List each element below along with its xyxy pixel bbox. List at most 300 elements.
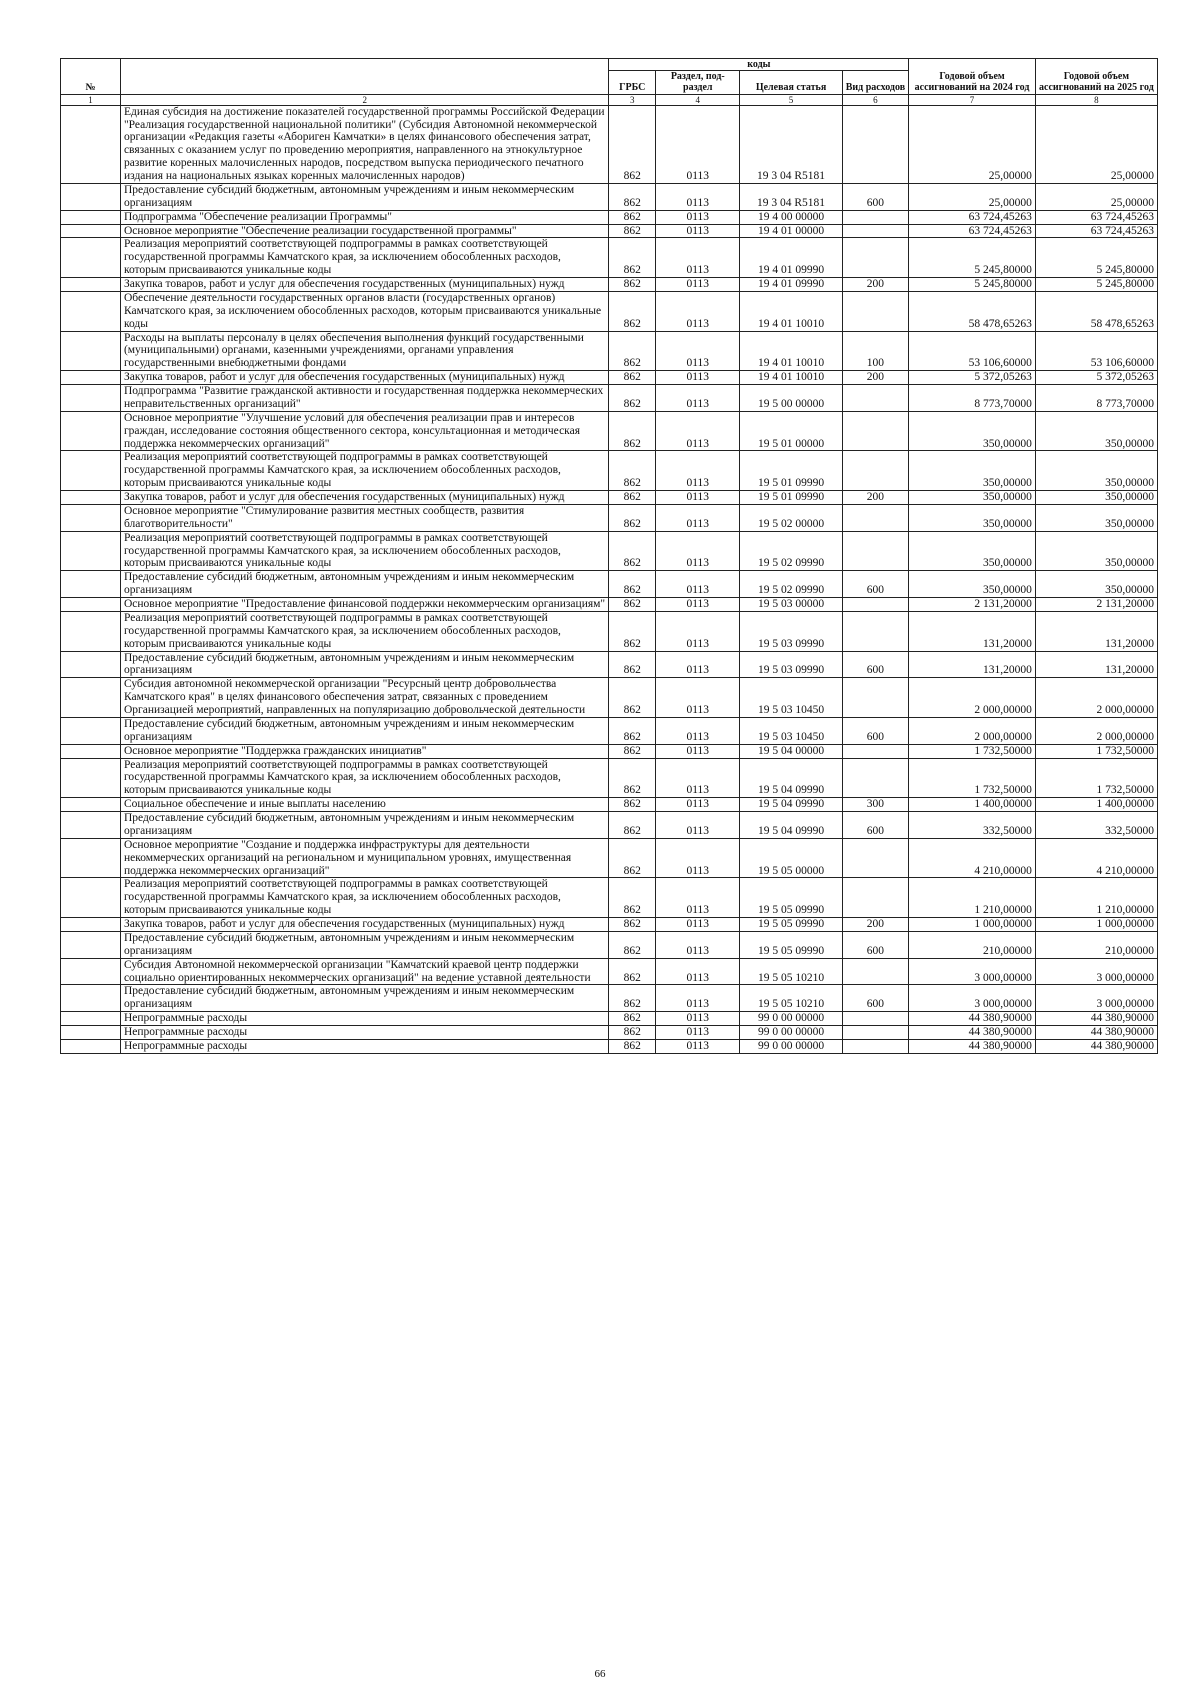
header-no: № <box>61 59 121 95</box>
kind-cell <box>842 1039 909 1053</box>
row-number-cell <box>61 838 121 878</box>
table-row <box>61 758 1158 798</box>
colnum: 6 <box>842 94 909 105</box>
section-cell: 0113 <box>656 278 740 292</box>
row-number-cell <box>61 878 121 918</box>
row-name-cell: Реализация мероприятий соответствующей подпрограммы в рамках соответствующей государственной программы Камчатского края, за исключением обособленных расходов, которым присваиваются уникальные коды <box>120 878 609 918</box>
row-name-cell: Непрограммные расходы <box>120 1039 609 1053</box>
section-cell: 0113 <box>656 531 740 571</box>
grbs-cell: 862 <box>609 918 656 932</box>
amount-2024-cell: 8 773,70000 <box>909 385 1036 412</box>
grbs-cell: 862 <box>609 291 656 331</box>
kind-cell <box>842 531 909 571</box>
amount-2025-cell: 2 000,00000 <box>1035 717 1157 744</box>
header-target: Целевая статья <box>740 71 842 94</box>
target-cell: 99 0 00 00000 <box>740 1012 842 1026</box>
table-row <box>61 224 1158 238</box>
table-row <box>61 571 1158 598</box>
table-row <box>61 611 1158 651</box>
row-name-cell: Закупка товаров, работ и услуг для обеспечения государственных (муниципальных) нужд <box>120 278 609 292</box>
target-cell: 19 5 03 09990 <box>740 651 842 678</box>
target-cell: 19 5 03 09990 <box>740 611 842 651</box>
amount-2024-cell: 332,50000 <box>909 812 1036 839</box>
kind-cell: 600 <box>842 717 909 744</box>
row-number-cell <box>61 651 121 678</box>
kind-cell: 600 <box>842 183 909 210</box>
row-name-cell: Предоставление субсидий бюджетным, автономным учреждениям и иным некоммерческим организациям <box>120 717 609 744</box>
section-cell: 0113 <box>656 985 740 1012</box>
grbs-cell: 862 <box>609 331 656 371</box>
amount-2025-cell: 44 380,90000 <box>1035 1026 1157 1040</box>
kind-cell: 200 <box>842 491 909 505</box>
section-cell: 0113 <box>656 958 740 985</box>
budget-sheet <box>60 58 1158 1054</box>
amount-2025-cell: 1 732,50000 <box>1035 744 1157 758</box>
amount-2024-cell: 44 380,90000 <box>909 1026 1036 1040</box>
table-row <box>61 238 1158 278</box>
row-number-cell <box>61 224 121 238</box>
kind-cell <box>842 224 909 238</box>
section-cell: 0113 <box>656 838 740 878</box>
row-name-cell: Предоставление субсидий бюджетным, автономным учреждениям и иным некоммерческим организациям <box>120 931 609 958</box>
grbs-cell: 862 <box>609 985 656 1012</box>
kind-cell <box>842 411 909 451</box>
section-cell: 0113 <box>656 504 740 531</box>
target-cell: 19 4 01 10010 <box>740 291 842 331</box>
row-number-cell <box>61 411 121 451</box>
row-name-cell: Основное мероприятие "Поддержка гражданских инициатив" <box>120 744 609 758</box>
row-name-cell: Реализация мероприятий соответствующей подпрограммы в рамках соответствующей государственной программы Камчатского края, за исключением обособленных расходов, которым присваиваются уникальные коды <box>120 611 609 651</box>
kind-cell <box>842 878 909 918</box>
colnum: 2 <box>120 94 609 105</box>
row-name-cell: Предоставление субсидий бюджетным, автономным учреждениям и иным некоммерческим организациям <box>120 183 609 210</box>
grbs-cell: 862 <box>609 1039 656 1053</box>
grbs-cell: 862 <box>609 678 656 718</box>
amount-2024-cell: 131,20000 <box>909 611 1036 651</box>
amount-2024-cell: 44 380,90000 <box>909 1012 1036 1026</box>
table-row <box>61 878 1158 918</box>
table-row <box>61 278 1158 292</box>
table-row <box>61 651 1158 678</box>
row-number-cell <box>61 1026 121 1040</box>
target-cell: 19 5 05 09990 <box>740 918 842 932</box>
amount-2024-cell: 350,00000 <box>909 451 1036 491</box>
row-name-cell: Предоставление субсидий бюджетным, автономным учреждениям и иным некоммерческим организациям <box>120 985 609 1012</box>
section-cell: 0113 <box>656 385 740 412</box>
amount-2025-cell: 25,00000 <box>1035 183 1157 210</box>
row-name-cell: Предоставление субсидий бюджетным, автономным учреждениям и иным некоммерческим организациям <box>120 812 609 839</box>
section-cell: 0113 <box>656 371 740 385</box>
grbs-cell: 862 <box>609 717 656 744</box>
target-cell: 19 5 03 10450 <box>740 717 842 744</box>
section-cell: 0113 <box>656 758 740 798</box>
row-number-cell <box>61 491 121 505</box>
section-cell: 0113 <box>656 1039 740 1053</box>
amount-2024-cell: 1 732,50000 <box>909 744 1036 758</box>
amount-2025-cell: 332,50000 <box>1035 812 1157 839</box>
kind-cell <box>842 504 909 531</box>
table-row <box>61 598 1158 612</box>
header-2025: Годовой объем ассигнований на 2025 год <box>1035 59 1157 95</box>
table-row <box>61 744 1158 758</box>
section-cell: 0113 <box>656 812 740 839</box>
amount-2024-cell: 1 400,00000 <box>909 798 1036 812</box>
grbs-cell: 862 <box>609 105 656 183</box>
section-cell: 0113 <box>656 210 740 224</box>
grbs-cell: 862 <box>609 571 656 598</box>
section-cell: 0113 <box>656 1026 740 1040</box>
grbs-cell: 862 <box>609 758 656 798</box>
row-number-cell <box>61 238 121 278</box>
grbs-cell: 862 <box>609 224 656 238</box>
kind-cell: 200 <box>842 371 909 385</box>
amount-2025-cell: 63 724,45263 <box>1035 224 1157 238</box>
row-name-cell: Основное мероприятие "Создание и поддержка инфраструктуры для деятельности некоммерческих организаций на региональном и муниципальном уровнях, имущественная поддержка некоммерческих организаций" <box>120 838 609 878</box>
amount-2025-cell: 44 380,90000 <box>1035 1039 1157 1053</box>
amount-2025-cell: 58 478,65263 <box>1035 291 1157 331</box>
kind-cell <box>842 678 909 718</box>
section-cell: 0113 <box>656 105 740 183</box>
table-row <box>61 371 1158 385</box>
target-cell: 19 5 05 09990 <box>740 878 842 918</box>
row-name-cell: Расходы на выплаты персоналу в целях обеспечения выполнения функций государственными (муниципальными) органами, казенными учреждениями, органами управления государственными внебюджетными фондами <box>120 331 609 371</box>
grbs-cell: 862 <box>609 1012 656 1026</box>
header-name <box>120 59 609 95</box>
kind-cell <box>842 758 909 798</box>
grbs-cell: 862 <box>609 812 656 839</box>
grbs-cell: 862 <box>609 651 656 678</box>
section-cell: 0113 <box>656 183 740 210</box>
row-name-cell: Социальное обеспечение и иные выплаты населению <box>120 798 609 812</box>
amount-2024-cell: 4 210,00000 <box>909 838 1036 878</box>
amount-2025-cell: 2 131,20000 <box>1035 598 1157 612</box>
row-name-cell: Основное мероприятие "Улучшение условий для обеспечения реализации прав и интересов граждан, исследование состояния общественного сектора, консультационная и методическая поддержка некоммерческих организаций" <box>120 411 609 451</box>
amount-2024-cell: 2 000,00000 <box>909 717 1036 744</box>
table-row <box>61 678 1158 718</box>
column-numbers-row <box>61 94 1158 105</box>
grbs-cell: 862 <box>609 598 656 612</box>
row-number-cell <box>61 371 121 385</box>
target-cell: 19 4 01 00000 <box>740 224 842 238</box>
row-number-cell <box>61 571 121 598</box>
table-row <box>61 931 1158 958</box>
kind-cell: 100 <box>842 331 909 371</box>
kind-cell: 600 <box>842 985 909 1012</box>
table-row <box>61 451 1158 491</box>
row-name-cell: Предоставление субсидий бюджетным, автономным учреждениям и иным некоммерческим организациям <box>120 571 609 598</box>
target-cell: 99 0 00 00000 <box>740 1039 842 1053</box>
kind-cell <box>842 1026 909 1040</box>
row-name-cell: Реализация мероприятий соответствующей подпрограммы в рамках соответствующей государственной программы Камчатского края, за исключением обособленных расходов, которым присваиваются уникальные коды <box>120 238 609 278</box>
amount-2024-cell: 63 724,45263 <box>909 224 1036 238</box>
amount-2024-cell: 3 000,00000 <box>909 958 1036 985</box>
grbs-cell: 862 <box>609 411 656 451</box>
amount-2025-cell: 350,00000 <box>1035 411 1157 451</box>
table-row <box>61 918 1158 932</box>
target-cell: 19 4 00 00000 <box>740 210 842 224</box>
amount-2025-cell: 210,00000 <box>1035 931 1157 958</box>
section-cell: 0113 <box>656 598 740 612</box>
amount-2024-cell: 5 372,05263 <box>909 371 1036 385</box>
section-cell: 0113 <box>656 678 740 718</box>
row-number-cell <box>61 531 121 571</box>
target-cell: 19 5 02 09990 <box>740 571 842 598</box>
row-number-cell <box>61 451 121 491</box>
grbs-cell: 862 <box>609 958 656 985</box>
section-cell: 0113 <box>656 1012 740 1026</box>
amount-2024-cell: 2 131,20000 <box>909 598 1036 612</box>
row-number-cell <box>61 278 121 292</box>
target-cell: 19 5 04 09990 <box>740 798 842 812</box>
grbs-cell: 862 <box>609 210 656 224</box>
budget-table <box>60 58 1158 1054</box>
target-cell: 19 4 01 10010 <box>740 371 842 385</box>
section-cell: 0113 <box>656 931 740 958</box>
row-number-cell <box>61 385 121 412</box>
section-cell: 0113 <box>656 224 740 238</box>
amount-2025-cell: 1 210,00000 <box>1035 878 1157 918</box>
table-row <box>61 798 1158 812</box>
amount-2025-cell: 8 773,70000 <box>1035 385 1157 412</box>
table-row <box>61 291 1158 331</box>
amount-2025-cell: 350,00000 <box>1035 504 1157 531</box>
table-row <box>61 504 1158 531</box>
row-number-cell <box>61 210 121 224</box>
section-cell: 0113 <box>656 918 740 932</box>
row-name-cell: Непрограммные расходы <box>120 1026 609 1040</box>
table-row <box>61 385 1158 412</box>
colnum: 1 <box>61 94 121 105</box>
target-cell: 19 5 02 09990 <box>740 531 842 571</box>
target-cell: 19 5 00 00000 <box>740 385 842 412</box>
section-cell: 0113 <box>656 717 740 744</box>
row-number-cell <box>61 758 121 798</box>
target-cell: 19 5 05 00000 <box>740 838 842 878</box>
grbs-cell: 862 <box>609 838 656 878</box>
row-number-cell <box>61 812 121 839</box>
colnum: 4 <box>656 94 740 105</box>
kind-cell <box>842 958 909 985</box>
target-cell: 19 5 02 00000 <box>740 504 842 531</box>
row-name-cell: Реализация мероприятий соответствующей подпрограммы в рамках соответствующей государственной программы Камчатского края, за исключением обособленных расходов, которым присваиваются уникальные коды <box>120 531 609 571</box>
amount-2025-cell: 1 000,00000 <box>1035 918 1157 932</box>
section-cell: 0113 <box>656 238 740 278</box>
target-cell: 19 5 04 00000 <box>740 744 842 758</box>
table-row <box>61 1012 1158 1026</box>
row-number-cell <box>61 611 121 651</box>
row-number-cell <box>61 918 121 932</box>
section-cell: 0113 <box>656 651 740 678</box>
row-number-cell <box>61 1012 121 1026</box>
row-number-cell <box>61 105 121 183</box>
kind-cell <box>842 744 909 758</box>
kind-cell <box>842 598 909 612</box>
row-name-cell: Непрограммные расходы <box>120 1012 609 1026</box>
section-cell: 0113 <box>656 744 740 758</box>
section-cell: 0113 <box>656 798 740 812</box>
kind-cell <box>842 385 909 412</box>
amount-2025-cell: 131,20000 <box>1035 651 1157 678</box>
row-number-cell <box>61 985 121 1012</box>
grbs-cell: 862 <box>609 1026 656 1040</box>
target-cell: 19 4 01 10010 <box>740 331 842 371</box>
amount-2024-cell: 1 210,00000 <box>909 878 1036 918</box>
target-cell: 19 5 05 10210 <box>740 985 842 1012</box>
row-number-cell <box>61 183 121 210</box>
section-cell: 0113 <box>656 878 740 918</box>
row-number-cell <box>61 744 121 758</box>
table-row <box>61 105 1158 183</box>
amount-2025-cell: 5 372,05263 <box>1035 371 1157 385</box>
table-row <box>61 958 1158 985</box>
grbs-cell: 862 <box>609 931 656 958</box>
amount-2025-cell: 1 400,00000 <box>1035 798 1157 812</box>
target-cell: 19 5 03 00000 <box>740 598 842 612</box>
colnum: 3 <box>609 94 656 105</box>
amount-2024-cell: 5 245,80000 <box>909 278 1036 292</box>
amount-2024-cell: 1 732,50000 <box>909 758 1036 798</box>
amount-2024-cell: 44 380,90000 <box>909 1039 1036 1053</box>
grbs-cell: 862 <box>609 531 656 571</box>
amount-2024-cell: 131,20000 <box>909 651 1036 678</box>
row-number-cell <box>61 798 121 812</box>
target-cell: 19 4 01 09990 <box>740 238 842 278</box>
table-row <box>61 1039 1158 1053</box>
kind-cell: 300 <box>842 798 909 812</box>
amount-2025-cell: 5 245,80000 <box>1035 278 1157 292</box>
amount-2024-cell: 63 724,45263 <box>909 210 1036 224</box>
kind-cell <box>842 611 909 651</box>
grbs-cell: 862 <box>609 183 656 210</box>
row-name-cell: Обеспечение деятельности государственных органов власти (государственных органов) Камчатского края, за исключением обособленных расходов, которым присваиваются уникальные коды <box>120 291 609 331</box>
target-cell: 19 5 04 09990 <box>740 812 842 839</box>
amount-2025-cell: 4 210,00000 <box>1035 838 1157 878</box>
header-row-1 <box>61 59 1158 71</box>
target-cell: 19 5 04 09990 <box>740 758 842 798</box>
kind-cell: 600 <box>842 571 909 598</box>
target-cell: 19 5 03 10450 <box>740 678 842 718</box>
section-cell: 0113 <box>656 291 740 331</box>
amount-2024-cell: 350,00000 <box>909 411 1036 451</box>
row-number-cell <box>61 598 121 612</box>
row-number-cell <box>61 717 121 744</box>
target-cell: 19 5 01 09990 <box>740 451 842 491</box>
row-number-cell <box>61 958 121 985</box>
table-row <box>61 985 1158 1012</box>
table-row <box>61 331 1158 371</box>
colnum: 5 <box>740 94 842 105</box>
grbs-cell: 862 <box>609 278 656 292</box>
row-number-cell <box>61 678 121 718</box>
amount-2025-cell: 25,00000 <box>1035 105 1157 183</box>
amount-2025-cell: 44 380,90000 <box>1035 1012 1157 1026</box>
colnum: 8 <box>1035 94 1157 105</box>
row-name-cell: Субсидия Автономной некоммерческой организации "Камчатский краевой центр поддержки социально ориентированных некоммерческих организаций" на ведение уставной деятельности <box>120 958 609 985</box>
amount-2025-cell: 350,00000 <box>1035 451 1157 491</box>
colnum: 7 <box>909 94 1036 105</box>
kind-cell <box>842 838 909 878</box>
amount-2024-cell: 5 245,80000 <box>909 238 1036 278</box>
table-row <box>61 183 1158 210</box>
table-row <box>61 838 1158 878</box>
row-number-cell <box>61 931 121 958</box>
grbs-cell: 862 <box>609 611 656 651</box>
table-row <box>61 411 1158 451</box>
table-row <box>61 491 1158 505</box>
row-name-cell: Основное мероприятие "Предоставление финансовой поддержки некоммерческим организациям" <box>120 598 609 612</box>
grbs-cell: 862 <box>609 385 656 412</box>
amount-2024-cell: 25,00000 <box>909 105 1036 183</box>
kind-cell <box>842 1012 909 1026</box>
row-number-cell <box>61 1039 121 1053</box>
row-name-cell: Субсидия автономной некоммерческой организации "Ресурсный центр добровольчества Камчатского края" в целях финансового обеспечения затрат, связанных с проведением Организацией мероприятий, направленных на популяризацию добровольческой деятельности <box>120 678 609 718</box>
amount-2024-cell: 350,00000 <box>909 531 1036 571</box>
amount-2025-cell: 1 732,50000 <box>1035 758 1157 798</box>
row-name-cell: Основное мероприятие "Обеспечение реализации государственной программы" <box>120 224 609 238</box>
row-name-cell: Реализация мероприятий соответствующей подпрограммы в рамках соответствующей государственной программы Камчатского края, за исключением обособленных расходов, которым присваиваются уникальные коды <box>120 758 609 798</box>
target-cell: 19 5 05 09990 <box>740 931 842 958</box>
amount-2024-cell: 350,00000 <box>909 504 1036 531</box>
table-row <box>61 1026 1158 1040</box>
target-cell: 19 3 04 R5181 <box>740 105 842 183</box>
amount-2025-cell: 350,00000 <box>1035 491 1157 505</box>
target-cell: 19 3 04 R5181 <box>740 183 842 210</box>
row-name-cell: Единая субсидия на достижение показателей государственной программы Российской Федерации "Реализация государственной национальной политики" (Субсидия Автономной некоммерческой организации «Редакция газеты «Абориген Камчатки» в целях финансового обеспечения затрат, связанных с оказанием услуг по проведению мероприятия, направленного на этнокультурное развитие коренных малочисленных народов, посредством выпуска периодического печатного издания на национальных языках коренных малочисленных народов) <box>120 105 609 183</box>
kind-cell <box>842 105 909 183</box>
section-cell: 0113 <box>656 571 740 598</box>
section-cell: 0113 <box>656 611 740 651</box>
table-row <box>61 531 1158 571</box>
amount-2025-cell: 131,20000 <box>1035 611 1157 651</box>
row-name-cell: Закупка товаров, работ и услуг для обеспечения государственных (муниципальных) нужд <box>120 918 609 932</box>
kind-cell: 200 <box>842 278 909 292</box>
section-cell: 0113 <box>656 411 740 451</box>
amount-2024-cell: 25,00000 <box>909 183 1036 210</box>
grbs-cell: 862 <box>609 371 656 385</box>
table-body <box>61 105 1158 1053</box>
grbs-cell: 862 <box>609 798 656 812</box>
row-name-cell: Подпрограмма "Обеспечение реализации Программы" <box>120 210 609 224</box>
page-number: 66 <box>594 1668 606 1680</box>
amount-2025-cell: 350,00000 <box>1035 571 1157 598</box>
table-row <box>61 812 1158 839</box>
table-row <box>61 717 1158 744</box>
target-cell: 19 5 01 09990 <box>740 491 842 505</box>
row-number-cell <box>61 504 121 531</box>
section-cell: 0113 <box>656 451 740 491</box>
amount-2025-cell: 5 245,80000 <box>1035 238 1157 278</box>
kind-cell <box>842 451 909 491</box>
amount-2024-cell: 2 000,00000 <box>909 678 1036 718</box>
header-codes: коды <box>609 59 909 71</box>
amount-2025-cell: 63 724,45263 <box>1035 210 1157 224</box>
amount-2024-cell: 350,00000 <box>909 571 1036 598</box>
row-number-cell <box>61 291 121 331</box>
amount-2024-cell: 58 478,65263 <box>909 291 1036 331</box>
grbs-cell: 862 <box>609 451 656 491</box>
grbs-cell: 862 <box>609 878 656 918</box>
amount-2024-cell: 1 000,00000 <box>909 918 1036 932</box>
amount-2024-cell: 53 106,60000 <box>909 331 1036 371</box>
amount-2024-cell: 3 000,00000 <box>909 985 1036 1012</box>
amount-2024-cell: 210,00000 <box>909 931 1036 958</box>
grbs-cell: 862 <box>609 238 656 278</box>
table-row <box>61 210 1158 224</box>
grbs-cell: 862 <box>609 491 656 505</box>
kind-cell <box>842 238 909 278</box>
kind-cell: 600 <box>842 651 909 678</box>
kind-cell <box>842 210 909 224</box>
